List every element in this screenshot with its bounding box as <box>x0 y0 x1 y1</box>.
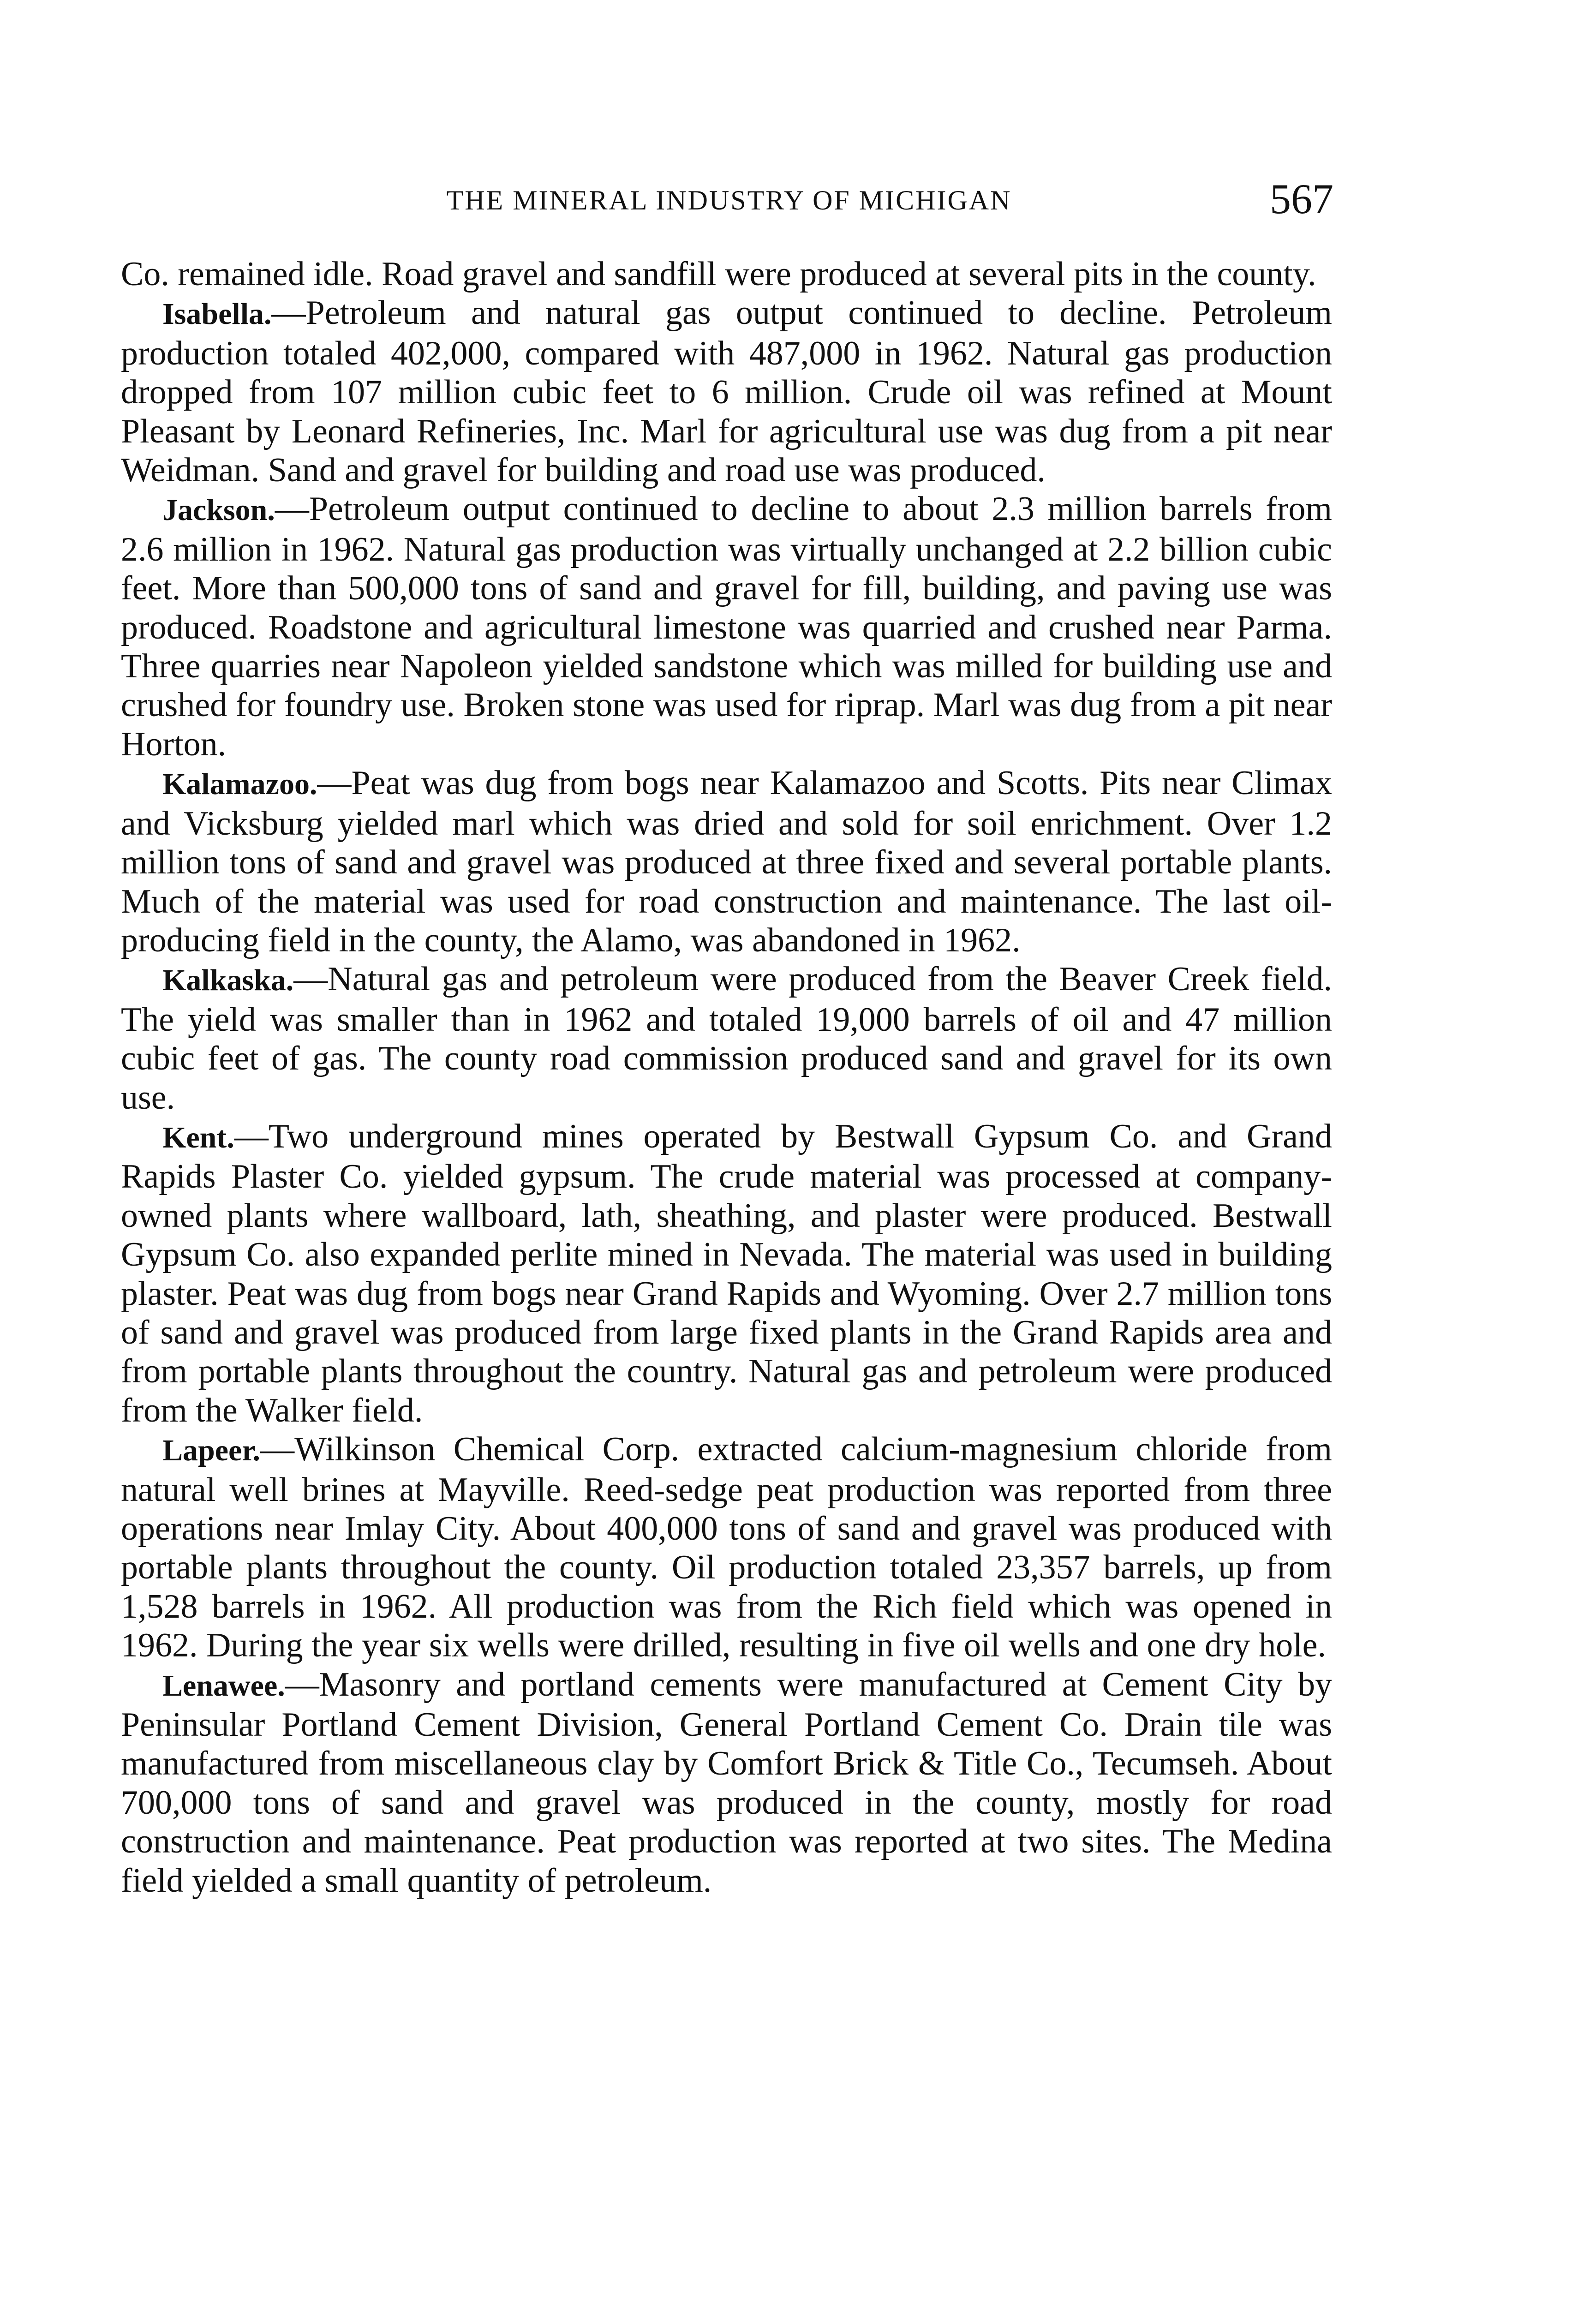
section-jackson <box>121 490 1332 764</box>
section-text: —Natural gas and petroleum were produced from the Beaver Creek field. The yield was smaller than in 1962 and totaled 19,000 barrels of oil and 47 million cubic feet of gas. The county road commission produced sand and gravel for its own use. <box>121 960 1332 1117</box>
section-kalamazoo <box>121 764 1332 960</box>
section-text: —Wilkinson Chemical Corp. extracted calcium-magnesium chloride from natural well brines at Mayville. Reed-sedge peat production was reported from three operations near Imlay City. About 400,000 tons of sand and gravel was produced with portable plants throughout the county. Oil production totaled 23,357 barrels, up from 1,528 barrels in 1962. All production was from the Rich field which was opened in 1962. During the year six wells were drilled, resulting in five oil wells and one dry hole. <box>121 1430 1332 1665</box>
section-lapeer <box>121 1430 1332 1665</box>
section-text: —Two underground mines operated by Bestwall Gypsum Co. and Grand Rapids Plaster Co. yielded gypsum. The crude material was processed at company-owned plants where wallboard, lath, sheathing, and plaster were produced. Bestwall Gypsum Co. also expanded perlite mined in Nevada. The material was used in building plaster. Peat was dug from bogs near Grand Rapids and Wyoming. Over 2.7 million tons of sand and gravel was produced from large fixed plants in the Grand Rapids area and from portable plants throughout the country. Natural gas and petroleum were produced from the Walker field. <box>121 1117 1332 1429</box>
section-lenawee <box>121 1665 1332 1900</box>
section-text: —Petroleum output continued to decline to about 2.3 million barrels from 2.6 million in 1962. Natural gas production was virtually unchanged at 2.2 billion cubic feet. More than 500,000 tons of sand and gravel for fill, building, and paving use was produced. Roadstone and agricultural limestone was quarried and crushed near Parma. Three quarries near Napoleon yielded sandstone which was milled for building use and crushed for foundry use. Broken stone was used for riprap. Marl was dug from a pit near Horton. <box>121 490 1332 763</box>
running-title: THE MINERAL INDUSTRY OF MICHIGAN <box>446 185 1012 215</box>
running-header <box>125 174 1333 225</box>
section-kent <box>121 1117 1332 1430</box>
body-text <box>121 255 1332 1900</box>
continuation-paragraph: Co. remained idle. Road gravel and sandfill were produced at several pits in the county. <box>121 255 1316 293</box>
section-isabella <box>121 293 1332 490</box>
section-heading: Kent. <box>162 1120 234 1154</box>
section-text: —Masonry and portland cements were manufactured at Cement City by Peninsular Portland Cement Division, General Portland Cement Co. Drain tile was manufactured from miscellaneous clay by Comfort Brick & Title Co., Tecumseh. About 700,000 tons of sand and gravel was produced in the county, mostly for road construction and maintenance. Peat production was reported at two sites. The Medina field yielded a small quantity of petroleum. <box>121 1665 1332 1900</box>
section-heading: Kalamazoo. <box>162 767 317 801</box>
section-heading: Isabella. <box>162 297 272 331</box>
section-text: —Petroleum and natural gas output continued to decline. Petroleum production totaled 402,000, compared with 487,000 in 1962. Natural gas production dropped from 107 million cubic feet to 6 million. Crude oil was refined at Mount Pleasant by Leonard Refineries, Inc. Marl for agricultural use was dug from a pit near Weidman. Sand and gravel for building and road use was produced. <box>121 294 1332 490</box>
section-text: —Peat was dug from bogs near Kalamazoo and Scotts. Pits near Climax and Vicksburg yielded marl which was dried and sold for soil enrichment. Over 1.2 million tons of sand and gravel was produced at three fixed and several portable plants. Much of the material was used for road construction and maintenance. The last oil-producing field in the county, the Alamo, was abandoned in 1962. <box>121 764 1332 959</box>
page-number: 567 <box>1270 175 1333 222</box>
section-heading: Lenawee. <box>162 1668 285 1703</box>
section-kalkaska <box>121 960 1332 1117</box>
section-heading: Jackson. <box>162 493 275 527</box>
section-heading: Lapeer. <box>162 1434 261 1468</box>
section-heading: Kalkaska. <box>162 963 294 998</box>
